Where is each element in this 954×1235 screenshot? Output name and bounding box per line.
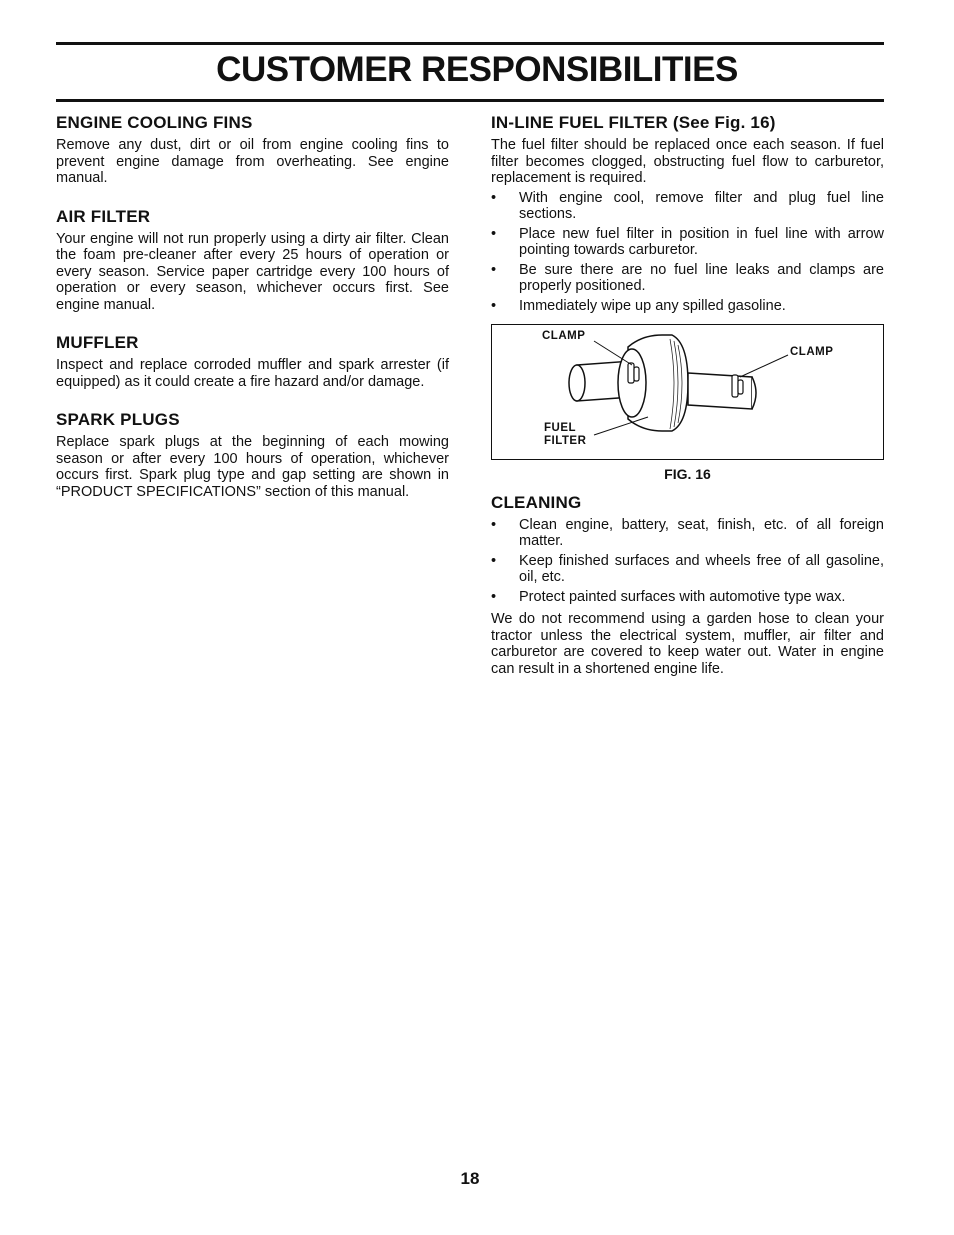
fuel-filter-bullet-list [491,190,884,315]
bullet-icon: • [491,261,497,278]
list-item: • Place new fuel filter in position in fuel line with arrow pointing towards carburetor. [491,225,884,258]
clamp-label-right: CLAMP [790,346,834,358]
section-text: Inspect and replace corroded muffler and spark arrester (if equipped) as it could create a fire hazard and/or damage. [56,357,449,390]
section-heading: ENGINE COOLING FINS [56,113,253,132]
section-text: Your engine will not run properly using a dirty air filter. Clean the foam pre-cleaner after every 25 hours of operation or every season. Service paper cartridge every 100 hours of operation or every season, whichever occurs first. See engine manual. [56,230,449,313]
title-underline-rule [56,99,884,102]
bullet-icon: • [491,516,497,533]
air-filter-section [56,207,449,314]
right-column [491,113,884,677]
list-item: • Keep finished surfaces and wheels free of all gasoline, oil, etc. [491,552,884,585]
top-rule [56,42,884,45]
page-title: CUSTOMER RESPONSIBILITIES [216,50,738,89]
fuel-label: FUEL [544,422,577,434]
section-heading: SPARK PLUGS [56,410,180,429]
bullet-icon: • [491,297,497,314]
clamp-label-left: CLAMP [542,330,586,342]
section-text: The fuel filter should be replaced once each season. If fuel filter becomes clogged, obstructing fuel flow to carburetor, replacement is required. [491,137,884,186]
figure-caption: FIG. 16 [664,466,711,482]
list-item: • Be sure there are no fuel line leaks and clamps are properly positioned. [491,261,884,294]
cleaning-section [491,493,884,678]
cleaning-bullet-list [491,517,884,606]
bullet-icon: • [491,189,497,206]
fuel-filter-figure [491,324,884,460]
bullet-icon: • [491,225,497,242]
fuel-filter-section [491,113,884,314]
engine-cooling-fins-section [56,113,449,187]
list-item: • Protect painted surfaces with automotive type wax. [491,588,846,605]
spark-plugs-section [56,410,449,500]
list-item: • Immediately wipe up any spilled gasoline. [491,297,786,314]
left-column [56,113,449,520]
section-text: Remove any dust, dirt or oil from engine cooling fins to prevent engine damage from overheating. See engine manual. [56,137,449,186]
page-number: 18 [460,1169,480,1188]
bullet-icon: • [491,552,497,569]
section-text: Replace spark plugs at the beginning of each mowing season or after every 100 hours of operation, whichever occurs first. Spark plug type and gap setting are shown in “PRODUCT SPECIFICATIONS” section of this manual. [56,434,449,500]
section-heading: MUFFLER [56,333,139,352]
section-text: We do not recommend using a garden hose to clean your tractor unless the electrical system, muffler, air filter and carburetor are covered to keep water out. Water in engine can result in a shortened engine life. [491,611,884,677]
bullet-icon: • [491,588,497,605]
section-heading: AIR FILTER [56,206,151,226]
section-heading: CLEANING [491,492,582,512]
filter-label: FILTER [544,435,587,447]
muffler-section [56,333,449,390]
list-item: • With engine cool, remove filter and plug fuel line sections. [491,189,884,222]
list-item: • Clean engine, battery, seat, finish, etc. of all foreign matter. [491,516,884,549]
section-heading: IN-LINE FUEL FILTER (See Fig. 16) [491,113,776,132]
